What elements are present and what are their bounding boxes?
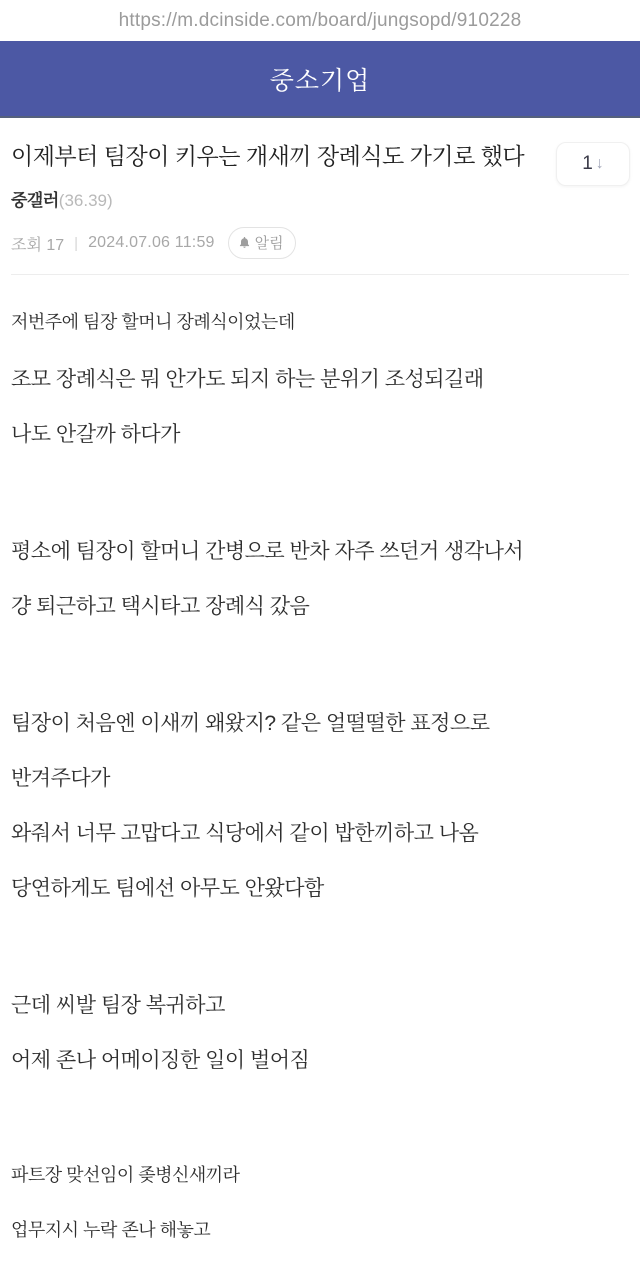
view-count: 조회 17 — [11, 236, 65, 254]
page-url[interactable]: https://m.dcinside.com/board/jungsopd/910228 — [118, 9, 522, 31]
post-paragraph: 와줘서 너무 고맙다고 식당에서 같이 밥한끼하고 나옴 — [11, 822, 479, 845]
post-header — [0, 140, 640, 275]
post-date: 2024.07.06 11:59 — [88, 234, 215, 251]
writer-row — [11, 186, 629, 211]
arrow-down-icon: ↓ — [595, 155, 604, 172]
post-paragraph: 조모 장례식은 뭐 안가도 되지 하는 분위기 조성되길래 — [11, 368, 484, 391]
post-meta-left — [11, 227, 296, 259]
post-body — [0, 275, 640, 1244]
post-paragraph: 파트장 맞선임이 좆병신새끼라 — [11, 1165, 240, 1185]
post-paragraph: 업무지시 누락 존나 해놓고 — [11, 1220, 211, 1240]
author-ip: (36.39) — [58, 191, 113, 210]
post-paragraph-blank — [11, 473, 629, 513]
post-title: 이제부터 팀장이 키우는 개새끼 장례식도 가기로 했다 — [11, 143, 525, 169]
meta-separator: | — [74, 234, 79, 252]
post-paragraph-blank — [11, 927, 629, 967]
post-paragraph-blank — [11, 645, 629, 685]
head-body-divider — [11, 274, 629, 275]
bell-icon — [238, 236, 251, 249]
post-paragraph: 걍 퇴근하고 택시타고 장례식 갔음 — [11, 595, 310, 618]
alarm-button[interactable] — [228, 227, 296, 259]
recommend-count: 1 — [582, 153, 593, 174]
gallery-header — [0, 41, 640, 118]
post-paragraph: 당연하게도 팀에선 아무도 안왔다함 — [11, 877, 324, 900]
post-paragraph: 저번주에 팀장 할머니 장례식이었는데 — [11, 312, 295, 332]
gallery-title-link[interactable]: 중소기업 — [269, 66, 371, 95]
recommend-count-button[interactable] — [556, 142, 630, 186]
address-bar[interactable] — [0, 0, 640, 41]
post-paragraph: 나도 안갈까 하다가 — [11, 423, 180, 446]
post-paragraph: 근데 씨발 팀장 복귀하고 — [11, 994, 225, 1017]
post-paragraph: 어제 존나 어메이징한 일이 벌어짐 — [11, 1049, 310, 1072]
post-paragraph: 반겨주다가 — [11, 767, 110, 790]
author-nickname[interactable]: 중갤러 — [11, 191, 59, 210]
alarm-button-label: 알림 — [254, 235, 284, 252]
post-paragraph: 평소에 팀장이 할머니 간병으로 반차 자주 쓰던거 생각나서 — [11, 540, 524, 563]
post-paragraph: 팀장이 처음엔 이새끼 왜왔지? 같은 얼떨떨한 표정으로 — [11, 712, 490, 735]
post-paragraph-blank — [11, 1099, 629, 1139]
